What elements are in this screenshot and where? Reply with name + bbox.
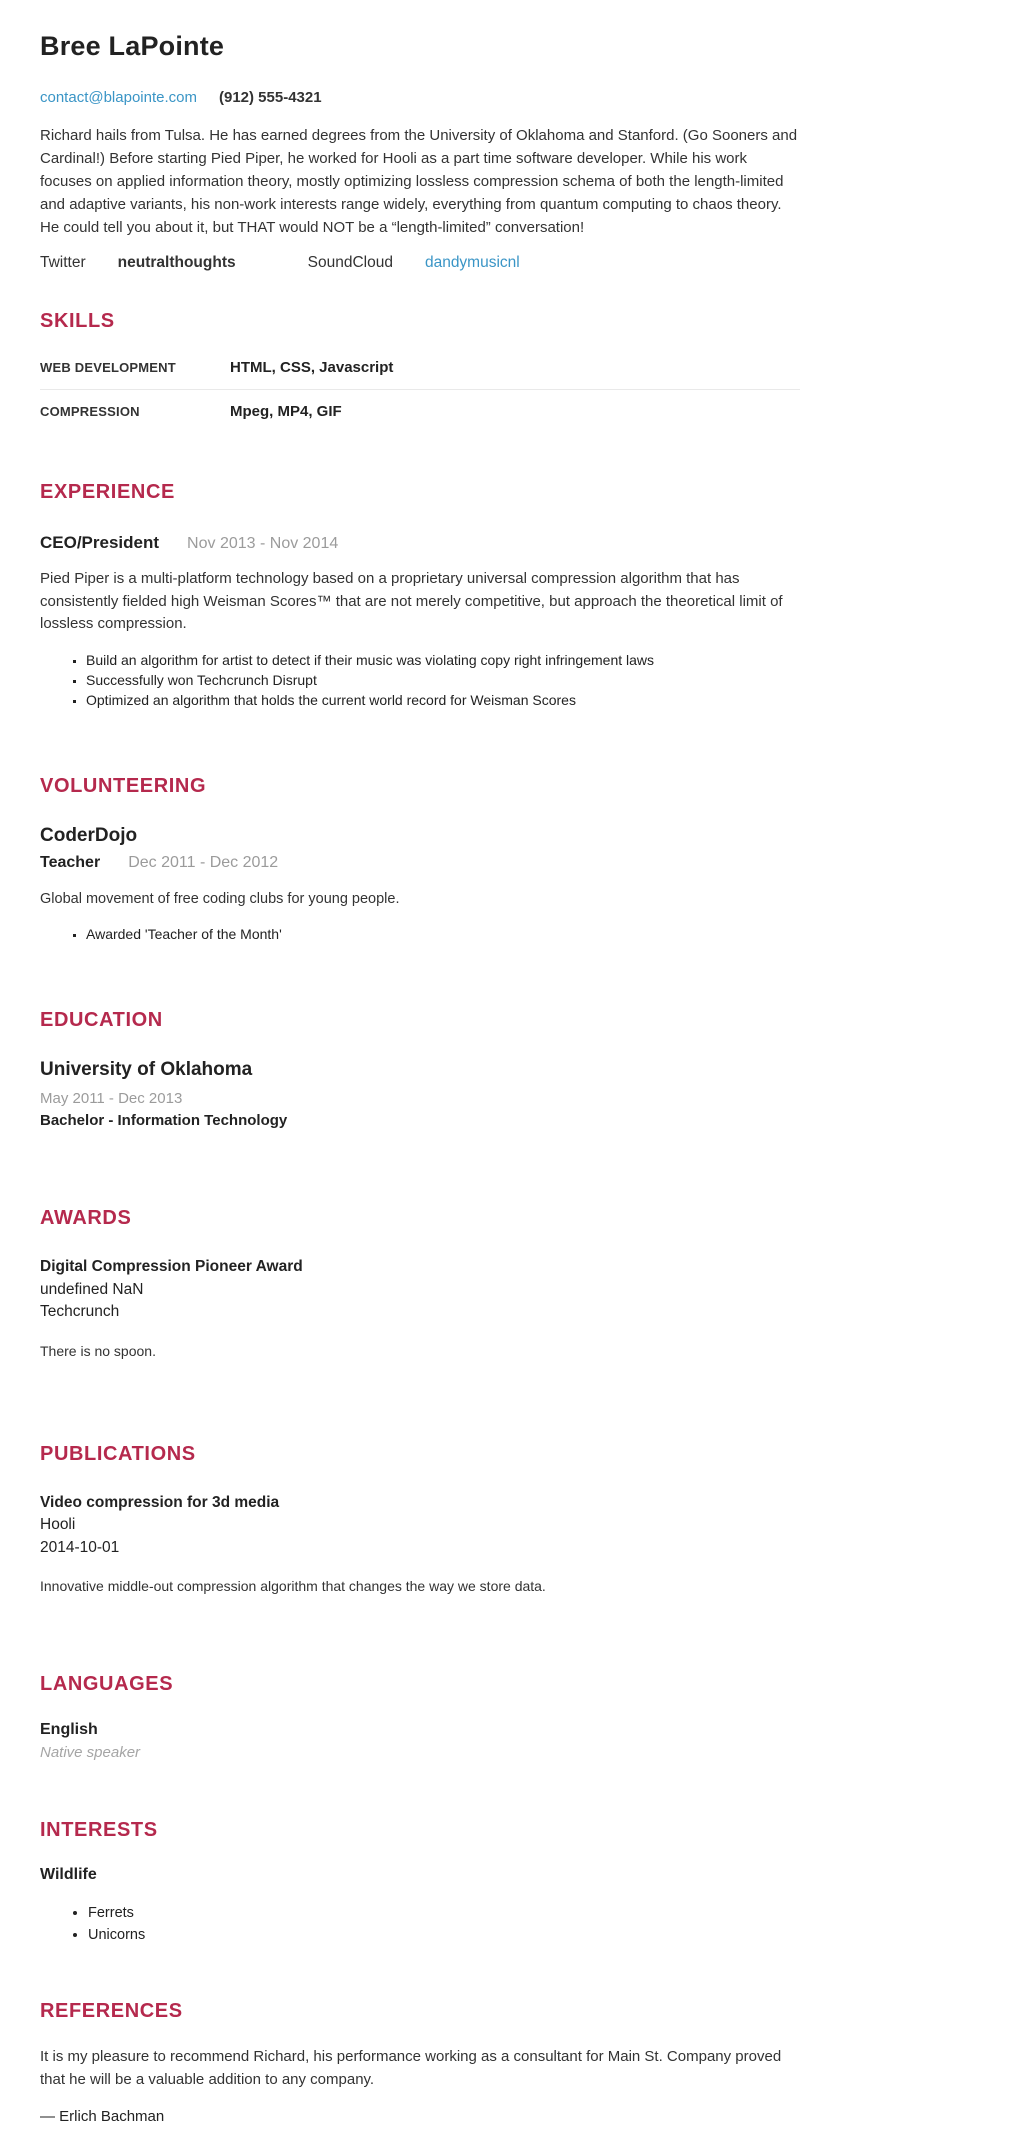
skill-name: COMPRESSION [40, 404, 140, 420]
experience-section-title: EXPERIENCE [40, 481, 175, 504]
profile-network-label: SoundCloud [307, 254, 393, 272]
language-name: English [40, 1720, 98, 1738]
email-link[interactable]: contact@blapointe.com [40, 89, 197, 107]
highlight-item: ▪ Optimized an algorithm that holds the current world record for Weisman Scores [86, 691, 800, 711]
interest-keywords [40, 1902, 800, 1947]
section-skills [40, 308, 800, 433]
publication-block [40, 1492, 800, 1559]
job-dates: Nov 2013 - Nov 2014 [187, 535, 339, 553]
volunteer-highlights [40, 925, 800, 945]
volunteer-summary: Global movement of free coding clubs for young people. [40, 890, 400, 907]
education-institution: University of Oklahoma [40, 1059, 253, 1081]
education-section-title: EDUCATION [40, 1009, 163, 1032]
languages-section-title: LANGUAGES [40, 1672, 174, 1695]
section-experience [40, 479, 800, 710]
section-awards [40, 1205, 800, 1361]
reference-name: — Erlich Bachman [40, 2108, 165, 2126]
phone-number: (912) 555-4321 [218, 89, 322, 107]
social-profiles [40, 254, 800, 272]
awards-section-title: AWARDS [40, 1207, 132, 1230]
interest-name: Wildlife [40, 1865, 97, 1883]
language-fluency: Native speaker [40, 1743, 141, 1761]
publications-section-title: PUBLICATIONS [40, 1442, 196, 1465]
award-summary: There is no spoon. [40, 1342, 156, 1359]
publication-name: Video compression for 3d media [40, 1493, 280, 1511]
skills-section-title: SKILLS [40, 310, 115, 333]
profile-network-label: Twitter [40, 254, 86, 272]
volunteering-section-title: VOLUNTEERING [40, 774, 207, 797]
reference-text: It is my pleasure to recommend Richard, his performance working as a consultant for Main St. Company proved that he will be a valuable addition to any company. [40, 2048, 782, 2088]
job-position: CEO/President [40, 533, 160, 553]
interests-section-title: INTERESTS [40, 1818, 158, 1841]
award-title: Digital Compression Pioneer Award [40, 1258, 303, 1276]
award-date: undefined NaN [40, 1280, 144, 1298]
publication-publisher: Hooli [40, 1516, 76, 1534]
award-awarder: Techcrunch [40, 1303, 120, 1321]
skill-name: WEB DEVELOPMENT [40, 360, 176, 376]
skill-row [40, 390, 800, 433]
skill-keywords: HTML, CSS, Javascript [230, 359, 394, 377]
publication-date: 2014-10-01 [40, 1538, 120, 1556]
page-title: Bree LaPointe [40, 31, 225, 61]
job-highlights [40, 651, 800, 711]
volunteer-header [40, 854, 800, 872]
keyword-item: • Ferrets [88, 1902, 800, 1924]
award-block [40, 1256, 800, 1323]
publication-summary: Innovative middle-out compression algorithm that changes the way we store data. [40, 1578, 546, 1595]
highlight-item: ▪ Build an algorithm for artist to detect if their music was violating copy right infringement laws [86, 651, 800, 671]
profile-username-link[interactable]: dandymusicnl [424, 254, 520, 272]
section-publications [40, 1441, 800, 1597]
work-header [40, 533, 800, 553]
volunteer-dates: Dec 2011 - Dec 2012 [128, 853, 279, 871]
profile-username: neutralthoughts [117, 254, 236, 272]
section-references [40, 1998, 800, 2125]
education-dates: May 2011 - Dec 2013 [40, 1090, 183, 1108]
section-interests [40, 1817, 800, 1947]
highlight-item: ▪ Awarded 'Teacher of the Month' [86, 925, 800, 945]
volunteer-position: Teacher [40, 853, 101, 871]
section-volunteering [40, 773, 800, 946]
profile-soundcloud [308, 254, 520, 272]
job-summary: Pied Piper is a multi-platform technology based on a proprietary universal compression algorithm that has consistently fielded high Weisman Scores™ that are not merely competitive, but approach the theoretical limit of lossless compression. [40, 570, 783, 633]
keyword-item: • Unicorns [88, 1924, 800, 1946]
contact-row [40, 89, 800, 106]
references-section-title: REFERENCES [40, 2000, 183, 2023]
highlight-item: ▪ Successfully won Techcrunch Disrupt [86, 671, 800, 691]
skills-table [40, 346, 800, 433]
skill-keywords: Mpeg, MP4, GIF [230, 403, 342, 421]
profile-twitter [40, 254, 236, 272]
education-degree: Bachelor - Information Technology [40, 1112, 288, 1130]
section-education [40, 1007, 800, 1129]
profile-summary: Richard hails from Tulsa. He has earned degrees from the University of Oklahoma and Stanford. (Go Sooners and Cardinal!) Before starting Pied Piper, he worked for Hooli as a part time software developer. While his work focuses on applied information theory, mostly optimizing lossless compression schema of both the length-limited and adaptive variants, his non-work interests range widely, everything from quantum computing to chaos theory. He could tell you about it, but THAT would NOT be a “length-limited” conversation! [40, 127, 798, 236]
skill-row [40, 346, 800, 390]
section-languages [40, 1671, 800, 1761]
volunteer-organization: CoderDojo [40, 824, 138, 846]
